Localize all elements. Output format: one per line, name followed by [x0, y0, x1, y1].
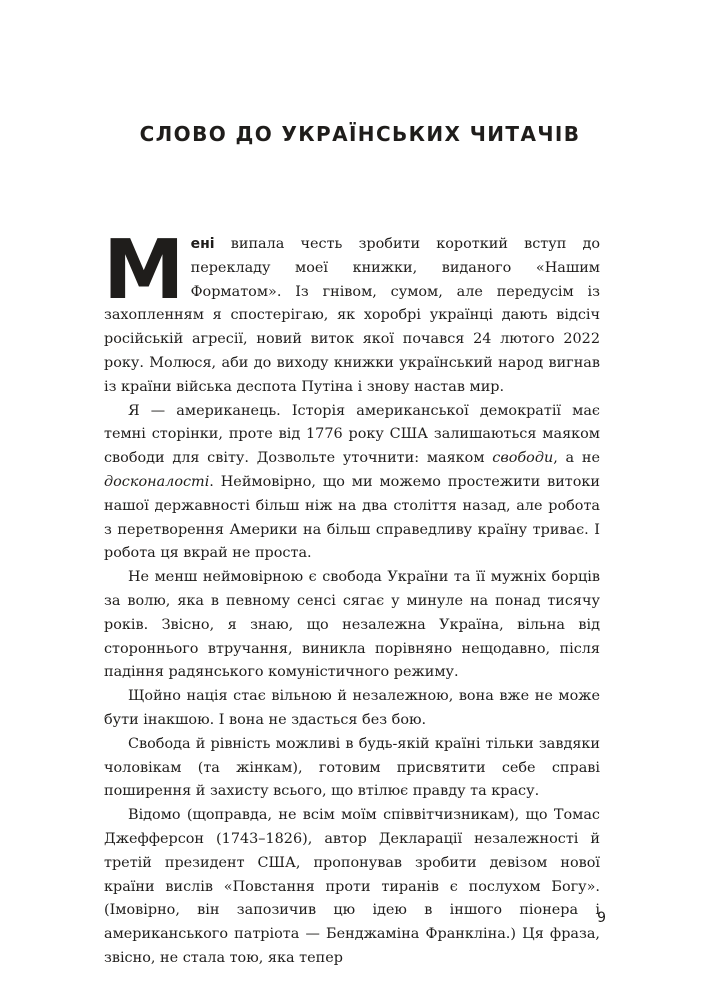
intro-paragraph — [103, 223, 600, 400]
paragraph-2-part-3: . Неймовірно, що ми можемо простежити витоки нашої державності більш ніж на два століття назад, але робота з перетворення Америки на більш справедливу країну триває. І робота ця вкрай не проста. — [104, 473, 600, 562]
drop-cap: М — [103, 223, 185, 318]
body-text — [103, 223, 600, 971]
emphasis-perfection: досконалості — [104, 473, 210, 490]
paragraph-5: Свобода й рівність можливі в будь-якій країні тільки завдяки чоловікам (та жінкам), готовим присвятити себе справі поширення й захисту всього, що втілює правду та красу. — [104, 735, 600, 800]
paragraph-2-part-1: Я — американець. Історія американської демократії має темні сторінки, проте від 1776 року США залишаються маяком свободи для світу. Дозвольте уточнити: маяком — [104, 402, 600, 467]
intro-text: випала честь зробити короткий вступ до перекладу моеї книжки, виданого «Нашим Форматом». Із гнівом, сумом, але передусім із захопленням я спостерігаю, як хоробрі українці дають відсіч російській агресії, новий виток якої почався 24 лютого 2022 року. Молюся, аби до виходу книжки український народ вигнав із країни війська деспота Путіна і знову настав мир. — [104, 236, 600, 395]
paragraph-3: Не менш неймовірною є свобода України та її мужніх борців за волю, яка в певному сенсі сягає у минуле на понад тисячу років. Звісно, я знаю, що незалежна Україна, вільна від стороннього втручання, виникла порівняно нещодавно, після падіння радянського комуністичного режиму. — [104, 569, 600, 681]
paragraph-6: Відомо (щоправда, не всім моїм співвітчизникам), що Томас Джефферсон (1743–1826), автор Декларації незалежності й третій президент США, пропонував зробити девізом нової країни вислів «Повстання проти тиранів є послухом Богу». (Імовірно, він запозичив цю ідею в іншого піонера і американського патріота — Бенджаміна Франкліна.) Ця фраза, звісно, не стала тою, яка тепер — [104, 807, 600, 966]
emphasis-freedom: свободи — [492, 450, 554, 467]
paragraph-2 — [104, 400, 600, 567]
paragraph-2-part-2: , а не — [553, 450, 600, 467]
lead-in: ені — [190, 236, 215, 252]
page-number: 9 — [597, 910, 606, 926]
chapter-title: СЛОВО ДО УКРАЇНСЬКИХ ЧИТАЧІВ — [139, 122, 581, 146]
paragraph-4: Щойно нація стає вільною й незалежною, вона вже не може бути інакшою. І вона не здасться без бою. — [104, 688, 600, 728]
